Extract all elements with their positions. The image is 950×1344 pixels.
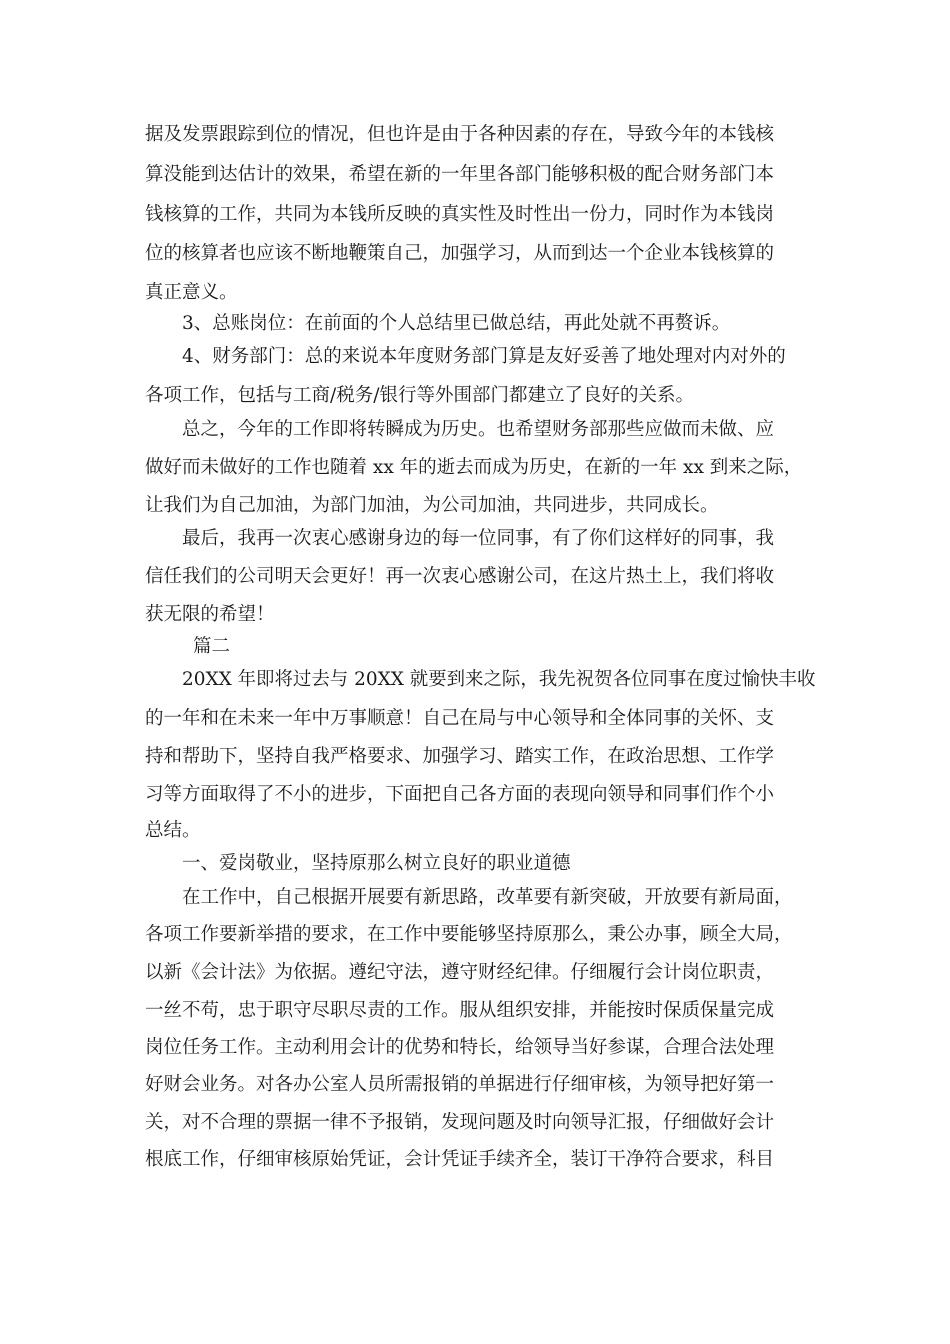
- text-line: 总之，今年的工作即将转瞬成为历史。也希望财务部那些应做而未做、应: [182, 419, 775, 440]
- text-line: 各项工作要新举措的要求，在工作中要能够坚持原那么，秉公办事，顾全大局，: [145, 924, 793, 945]
- text-line: 各项工作，包括与工商/税务/银行等外围部门都建立了良好的关系。: [145, 385, 694, 406]
- text-line: 信任我们的公司明天会更好！再一次衷心感谢公司，在这片热土上，我们将收: [145, 566, 775, 587]
- text-line: 总结。: [145, 820, 201, 841]
- text-line: 算没能到达估计的效果，希望在新的一年里各部门能够积极的配合财务部门本: [145, 164, 775, 185]
- section-heading: 篇二: [193, 636, 231, 657]
- text-line: 关，对不合理的票据一律不予报销，发现问题及时向领导汇报，仔细做好会计: [145, 1112, 775, 1133]
- text-line: 位的核算者也应该不断地鞭策自己，加强学习，从而到达一个企业本钱核算的: [145, 243, 775, 264]
- text-line: 的一年和在未来一年中万事顺意！自己在局与中心领导和全体同事的关怀、支: [145, 708, 775, 729]
- text-line: 4、财务部门：总的来说本年度财务部门算是友好妥善了地处理对内对外的: [182, 346, 786, 367]
- subsection-heading: 一、爱岗敬业，坚持原那么树立良好的职业道德: [182, 853, 571, 874]
- text-line: 据及发票跟踪到位的情况，但也许是由于各种因素的存在，导致今年的本钱核: [145, 124, 775, 145]
- text-line: 让我们为自己加油，为部门加油，为公司加油，共同进步，共同成长。: [145, 495, 719, 516]
- text-line: 20XX 年即将过去与 20XX 就要到来之际，我先祝贺各位同事在度过愉快丰收: [182, 669, 816, 690]
- text-line: 真正意义。: [145, 282, 238, 303]
- text-line: 持和帮助下，坚持自我严格要求、加强学习、踏实工作，在政治思想、工作学: [145, 746, 775, 767]
- text-line: 在工作中，自己根据开展要有新思路，改革要有新突破，开放要有新局面，: [182, 887, 793, 908]
- text-line: 岗位任务工作。主动利用会计的优势和特长，给领导当好参谋，合理合法处理: [145, 1037, 775, 1058]
- text-line: 一丝不苟，忠于职守尽职尽责的工作。服从组织安排，并能按时保质保量完成: [145, 1000, 775, 1021]
- text-line: 最后，我再一次衷心感谢身边的每一位同事，有了你们这样好的同事，我: [182, 528, 775, 549]
- text-line: 3、总账岗位：在前面的个人总结里已做总结，再此处就不再赘诉。: [182, 313, 731, 334]
- text-line: 根底工作，仔细审核原始凭证，会计凭证手续齐全，装订干净符合要求，科目: [145, 1149, 775, 1170]
- text-line: 习等方面取得了不小的进步，下面把自己各方面的表现向领导和同事们作个小: [145, 784, 775, 805]
- text-line: 获无限的希望！: [145, 604, 275, 625]
- text-line: 以新《会计法》为依据。遵纪守法，遵守财经纪律。仔细履行会计岗位职责，: [145, 962, 775, 983]
- text-line: 做好而未做好的工作也随着 xx 年的逝去而成为历史，在新的一年 xx 到来之际，: [145, 457, 803, 478]
- text-line: 好财会业务。对各办公室人员所需报销的单据进行仔细审核，为领导把好第一: [145, 1074, 775, 1095]
- text-line: 钱核算的工作，共同为本钱所反映的真实性及时性出一份力，同时作为本钱岗: [145, 204, 775, 225]
